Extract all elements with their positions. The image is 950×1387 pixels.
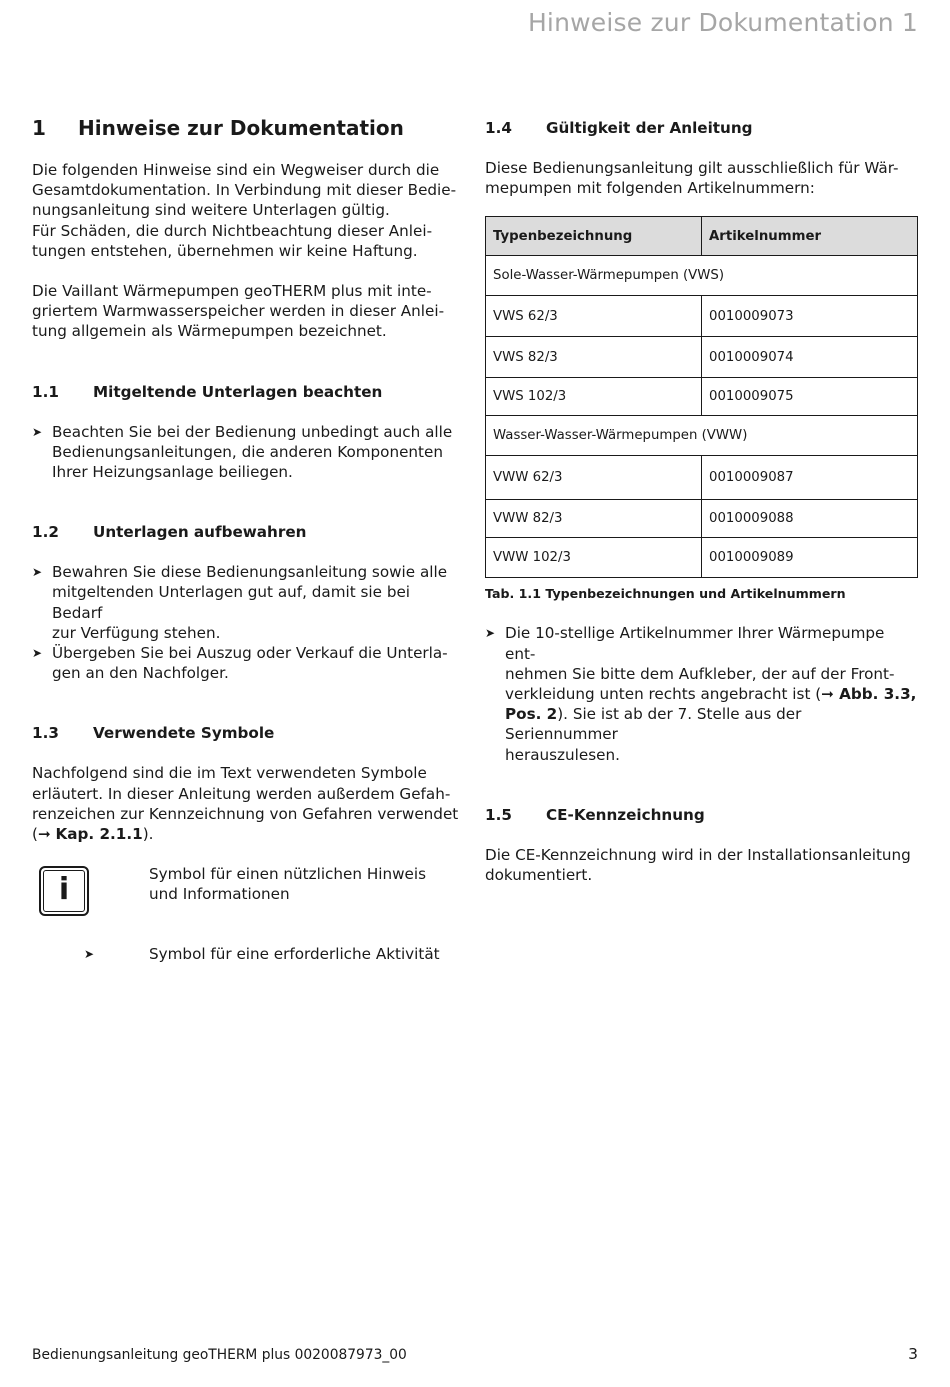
table-cell: VWW 62/3 [486, 456, 702, 500]
reference-arrow-icon: ➞ [37, 825, 51, 844]
text-line [505, 684, 918, 704]
text-line: griertem Warmwasserspeicher werden in dieser Anlei- [32, 302, 445, 321]
section-heading-1-5 [485, 805, 918, 825]
chapter-reference [32, 824, 464, 844]
chapter-title: Hinweise zur Dokumentation [78, 116, 404, 140]
table-header-row [486, 217, 918, 256]
article-number-table [485, 216, 918, 578]
table-header-cell: Typenbezeichnung [486, 217, 702, 256]
text-line: herauszulesen. [505, 745, 620, 764]
section-number: 1.4 [485, 119, 512, 137]
chapter-number: 1 [32, 116, 46, 140]
text-line: renzeichen zur Kennzeichnung von Gefahren verwendet [32, 804, 459, 823]
right-column [485, 114, 918, 885]
text-line: Die 10-stellige Artikelnummer Ihrer Wärmepumpe ent- [505, 624, 885, 663]
symbols-paragraph [32, 763, 464, 844]
text-line: Für Schäden, die durch Nichtbeachtung dieser Anlei- [32, 221, 433, 240]
text-line: dokumentiert. [485, 866, 593, 885]
text-line: Ihrer Heizungsanlage beiliegen. [52, 463, 293, 482]
section-number: 1.1 [32, 382, 59, 401]
page-number: 3 [908, 1345, 918, 1363]
text-line: Nachfolgend sind die im Text verwendeten Symbole [32, 764, 427, 783]
section-number: 1.2 [32, 523, 59, 542]
table-row [486, 378, 918, 416]
intro-paragraph-2 [32, 281, 464, 342]
table-cell: VWW 82/3 [486, 500, 702, 538]
info-symbol-row [32, 864, 464, 944]
reference-link: Pos. 2 [505, 705, 558, 724]
table-cell: VWS 102/3 [486, 378, 702, 416]
reference-link: Abb. 3.3, [833, 685, 917, 704]
text-line: Die folgenden Hinweise sind ein Wegweiser durch die [32, 161, 440, 179]
section-number: 1.5 [485, 805, 512, 824]
table-cell: 0010009075 [702, 378, 918, 416]
info-icon-glyph: i [43, 870, 85, 912]
table-row [486, 296, 918, 337]
reference-arrow-icon: ➞ [821, 685, 834, 704]
text-line: nehmen Sie bitte dem Aufkleber, der auf der Front- [505, 664, 895, 683]
bullet-arrow-icon: ➤ [32, 646, 43, 661]
section-title: Verwendete Symbole [93, 724, 275, 743]
validity-paragraph [485, 158, 918, 198]
table-cell: VWS 62/3 [486, 296, 702, 337]
table-cell: VWW 102/3 [486, 538, 702, 578]
table-cell: 0010009089 [702, 538, 918, 578]
text-line: zur Verfügung stehen. [52, 623, 221, 642]
bullet-item [32, 643, 464, 683]
text-line: mitgeltenden Unterlagen gut auf, damit sie bei Bedarf [52, 583, 411, 622]
section-title: CE-Kennzeichnung [546, 805, 705, 824]
text-line: Diese Bedienungsanleitung gilt ausschließlich für Wär- [485, 159, 899, 177]
action-symbol-row [32, 944, 464, 964]
section-heading-1-1 [32, 382, 464, 402]
section-heading-1-2 [32, 522, 464, 542]
section-title: Mitgeltende Unterlagen beachten [93, 382, 383, 401]
text-line: Bewahren Sie diese Bedienungsanleitung sowie alle [52, 563, 448, 582]
section-heading-1-4 [485, 118, 918, 138]
bullet-item [32, 422, 464, 483]
action-arrow-icon: ➤ [84, 947, 95, 962]
table-group-cell: Sole-Wasser-Wärmepumpen (VWS) [486, 256, 918, 296]
table-cell: 0010009073 [702, 296, 918, 337]
text-line: Symbol für eine erforderliche Aktivität [149, 945, 440, 964]
bullet-arrow-icon: ➤ [32, 565, 43, 580]
table-row [486, 456, 918, 500]
text-line: Beachten Sie bei der Bedienung unbedingt auch alle [52, 422, 453, 441]
table-cell: 0010009087 [702, 456, 918, 500]
section-heading-1-3 [32, 723, 464, 743]
table-row [486, 337, 918, 378]
text-line: tungen entstehen, übernehmen wir keine Haftung. [32, 241, 418, 260]
chapter-heading [32, 114, 464, 142]
running-header: Hinweise zur Dokumentation 1 [527, 8, 918, 37]
section-number: 1.3 [32, 724, 59, 743]
text-line [505, 704, 918, 744]
text-fragment: ( [32, 825, 38, 844]
reference-link: Kap. 2.1.1 [55, 825, 143, 844]
bullet-item [32, 562, 464, 643]
text-line: Die CE-Kennzeichnung wird in der Installationsanleitung [485, 845, 911, 864]
text-line: Die Vaillant Wärmepumpen geoTHERM plus mit inte- [32, 282, 432, 301]
section-title: Gültigkeit der Anleitung [546, 119, 753, 137]
table-group-row [486, 256, 918, 296]
bullet-arrow-icon: ➤ [485, 626, 496, 641]
text-line: nungsanleitung sind weitere Unterlagen gültig. [32, 201, 390, 220]
section-title: Unterlagen aufbewahren [93, 523, 307, 542]
footer-document-title: Bedienungsanleitung geoTHERM plus 0020087973_00 [32, 1347, 407, 1363]
text-line: Bedienungsanleitungen, die anderen Komponenten [52, 442, 443, 461]
text-line: Symbol für einen nützlichen Hinweis [149, 865, 426, 884]
text-line: gen an den Nachfolger. [52, 664, 229, 683]
text-line: Übergeben Sie bei Auszug oder Verkauf die Unterla- [52, 644, 448, 663]
table-group-cell: Wasser-Wasser-Wärmepumpen (VWW) [486, 416, 918, 456]
text-line: tung allgemein als Wärmepumpen bezeichnet. [32, 322, 387, 341]
text-line: Gesamtdokumentation. In Verbindung mit dieser Bedie- [32, 181, 457, 200]
text-fragment: verkleidung unten rechts angebracht ist ( [505, 685, 822, 704]
text-line: mepumpen mit folgenden Artikelnummern: [485, 179, 815, 198]
ce-paragraph [485, 845, 918, 885]
table-cell: 0010009074 [702, 337, 918, 378]
text-fragment: ). Sie ist ab der 7. Stelle aus der Seriennummer [505, 705, 802, 744]
table-cell: 0010009088 [702, 500, 918, 538]
left-column [32, 114, 464, 964]
text-fragment: ). [142, 825, 154, 844]
bullet-arrow-icon: ➤ [32, 424, 43, 439]
table-header-cell: Artikelnummer [702, 217, 918, 256]
table-row [486, 538, 918, 578]
text-line: erläutert. In dieser Anleitung werden außerdem Gefah- [32, 784, 451, 803]
intro-paragraph [32, 160, 464, 261]
info-icon [39, 866, 89, 916]
bullet-item [485, 623, 918, 764]
table-cell: VWS 82/3 [486, 337, 702, 378]
table-row [486, 500, 918, 538]
table-group-row [486, 416, 918, 456]
table-caption: Tab. 1.1 Typenbezeichnungen und Artikelnummern [485, 586, 846, 602]
text-line: und Informationen [149, 885, 290, 904]
